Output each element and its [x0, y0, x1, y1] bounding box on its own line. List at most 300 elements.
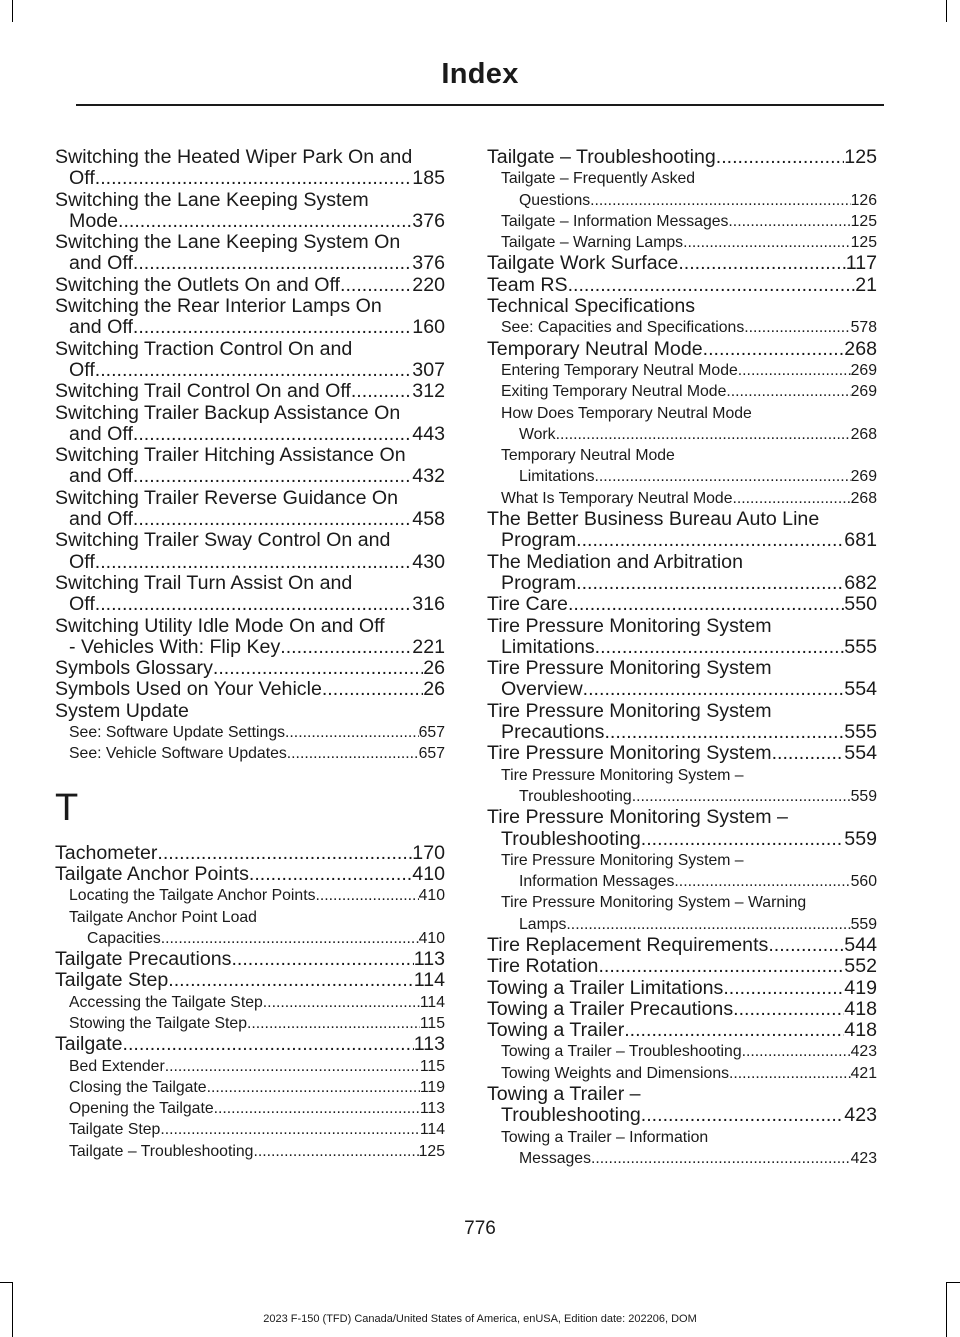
- index-entry[interactable]: [55, 679, 445, 700]
- page-reference[interactable]: 555: [844, 635, 877, 658]
- entry-text: Switching the Lane Keeping System On: [55, 231, 401, 254]
- index-subentry[interactable]: [487, 381, 877, 402]
- entry-text: Switching the Outlets On and Off: [55, 273, 340, 296]
- entry-text: Tailgate Work Surface: [487, 252, 679, 275]
- entry-text: Tire Care: [487, 593, 568, 616]
- index-subentry[interactable]: [487, 765, 877, 808]
- entry-text: and Off: [69, 465, 133, 488]
- entry-text: Lamps: [519, 915, 567, 933]
- section-letter: [55, 765, 445, 829]
- index-subentry[interactable]: [487, 360, 877, 381]
- dot-leader: [322, 679, 423, 700]
- page-reference[interactable]: 544: [844, 933, 877, 956]
- entry-text: Switching the Lane Keeping System: [55, 188, 369, 211]
- dot-leader: [231, 949, 413, 970]
- entry-text: Tire Pressure Monitoring System: [487, 614, 772, 637]
- dot-leader: [133, 253, 412, 274]
- page-reference[interactable]: 554: [844, 742, 877, 765]
- dot-leader: [95, 594, 413, 615]
- page-reference[interactable]: 657: [418, 724, 445, 742]
- index-subentry[interactable]: [55, 1013, 445, 1034]
- entry-text: Switching Utility Idle Mode On and Off: [55, 614, 385, 637]
- page-reference[interactable]: 555: [844, 721, 877, 744]
- page-reference[interactable]: 554: [844, 678, 877, 701]
- index-column-left: [55, 147, 445, 1162]
- dot-leader: [157, 843, 412, 864]
- dot-leader: [624, 1020, 844, 1041]
- page-reference[interactable]: 268: [850, 489, 877, 507]
- dot-leader: [165, 1056, 420, 1077]
- entry-text: Tailgate – Troubleshooting: [487, 146, 716, 168]
- page-reference[interactable]: 560: [850, 873, 877, 891]
- dot-leader: [641, 829, 845, 850]
- dot-leader: [576, 530, 844, 551]
- page-reference[interactable]: 113: [413, 1033, 445, 1056]
- entry-text: Temporary Neutral Mode: [487, 337, 703, 360]
- entry-text: See: Software Update Settings: [69, 724, 286, 742]
- entry-text: Towing a Trailer Precautions: [487, 997, 734, 1020]
- entry-text: Switching Trailer Reverse Guidance On: [55, 486, 399, 509]
- index-entry[interactable]: [55, 616, 445, 659]
- page-reference[interactable]: 559: [850, 787, 877, 805]
- page-reference[interactable]: 423: [844, 1104, 877, 1127]
- index-subentry[interactable]: [487, 1127, 877, 1170]
- entry-text: Tailgate Step: [69, 1121, 161, 1139]
- entry-text: and Off: [69, 252, 133, 275]
- page-reference[interactable]: 376: [412, 252, 445, 275]
- index-entry[interactable]: [55, 843, 445, 864]
- dot-leader: [683, 232, 851, 253]
- dot-leader: [772, 743, 845, 764]
- dot-leader: [168, 970, 413, 991]
- entry-text: Off: [69, 358, 95, 381]
- entry-text: Questions: [519, 191, 591, 209]
- entry-text: How Does Temporary Neutral Mode: [501, 404, 752, 422]
- dot-leader: [285, 722, 419, 743]
- entry-text: Switching Trail Turn Assist On and: [55, 571, 353, 594]
- index-subentry[interactable]: [487, 445, 877, 488]
- page-reference[interactable]: 376: [412, 209, 445, 232]
- index-entry[interactable]: [487, 275, 877, 296]
- page-reference[interactable]: 125: [844, 146, 877, 168]
- crop-mark-bottom-right-h: [947, 1282, 960, 1283]
- page-reference[interactable]: 681: [844, 529, 877, 552]
- dot-leader: [732, 488, 850, 509]
- index-entry[interactable]: [55, 1034, 445, 1055]
- index-entry[interactable]: [55, 403, 445, 446]
- page-reference[interactable]: 268: [844, 337, 877, 360]
- entry-text: See: Capacities and Specifications: [501, 319, 745, 337]
- entry-text: Team RS: [487, 273, 568, 296]
- entry-text: Tire Rotation: [487, 955, 599, 978]
- entry-text: and Off: [69, 422, 133, 445]
- page-reference[interactable]: 125: [418, 1142, 445, 1160]
- page-reference[interactable]: 113: [419, 1100, 445, 1118]
- page-reference[interactable]: 410: [418, 887, 445, 905]
- entry-text: Bed Extender: [69, 1057, 165, 1075]
- index-subentry[interactable]: [487, 1063, 877, 1084]
- dot-leader: [598, 956, 844, 977]
- dot-leader: [247, 1013, 420, 1034]
- crop-mark-bottom-right-v: [946, 1282, 947, 1337]
- page-title: Index: [441, 58, 519, 90]
- index-subentry[interactable]: [487, 317, 877, 338]
- page-reference[interactable]: 119: [419, 1078, 445, 1096]
- entry-text: Towing Weights and Dimensions: [501, 1064, 729, 1082]
- page-reference[interactable]: 26: [423, 657, 445, 680]
- page-reference[interactable]: 550: [844, 593, 877, 616]
- dot-leader: [733, 999, 844, 1020]
- dot-leader: [95, 552, 413, 573]
- page-reference[interactable]: 307: [412, 358, 445, 381]
- index-subentry[interactable]: [487, 232, 877, 253]
- index-subentry[interactable]: [55, 743, 445, 764]
- index-entry[interactable]: [55, 488, 445, 531]
- entry-text: Towing a Trailer –: [487, 1083, 641, 1106]
- entry-text: Stowing the Tailgate Step: [69, 1014, 247, 1032]
- entry-text: - Vehicles With: Flip Key: [69, 635, 281, 658]
- entry-text: Tire Pressure Monitoring System –: [487, 806, 788, 829]
- page-reference[interactable]: 269: [850, 361, 877, 379]
- dot-leader: [738, 360, 851, 381]
- entry-text: The Mediation and Arbitration: [487, 550, 743, 573]
- dot-leader: [556, 424, 851, 445]
- index-subentry[interactable]: [55, 1077, 445, 1098]
- index-subentry[interactable]: [55, 722, 445, 743]
- page-reference[interactable]: 170: [412, 841, 445, 864]
- entry-text: Switching Traction Control On and: [55, 337, 353, 360]
- index-entry[interactable]: [487, 1084, 877, 1127]
- page-reference[interactable]: 423: [850, 1149, 877, 1167]
- index-subentry[interactable]: [55, 992, 445, 1013]
- entry-text: Switching Trailer Hitching Assistance On: [55, 444, 406, 467]
- page-reference[interactable]: 423: [850, 1043, 877, 1061]
- page-reference[interactable]: 682: [844, 571, 877, 594]
- dot-leader: [604, 722, 844, 743]
- page-reference[interactable]: 316: [412, 593, 445, 616]
- section-gap: [55, 823, 445, 843]
- entry-text: Precautions: [501, 721, 605, 744]
- dot-leader: [316, 885, 419, 906]
- entry-text: Tailgate – Troubleshooting: [69, 1142, 254, 1160]
- entry-text: Towing a Trailer Limitations: [487, 976, 724, 999]
- index-entry[interactable]: [55, 864, 445, 885]
- index-entry[interactable]: [55, 970, 445, 991]
- dot-leader: [133, 466, 412, 487]
- entry-text: Tire Pressure Monitoring System –: [501, 766, 744, 784]
- page-reference[interactable]: 113: [413, 948, 445, 971]
- entry-text: Mode: [69, 209, 119, 232]
- index-subentry[interactable]: [55, 907, 445, 950]
- index-entry[interactable]: [487, 594, 877, 615]
- entry-text: Tailgate – Warning Lamps: [501, 234, 684, 252]
- entry-text: What Is Temporary Neutral Mode: [501, 489, 733, 507]
- entry-text: Temporary Neutral Mode: [501, 447, 675, 465]
- index-entry[interactable]: [55, 147, 445, 190]
- dot-leader: [678, 253, 845, 274]
- page-reference[interactable]: 126: [850, 191, 877, 209]
- entry-text: Work: [519, 425, 556, 443]
- entry-text: Switching the Rear Interior Lamps On: [55, 295, 382, 318]
- dot-leader: [742, 1041, 851, 1062]
- page-reference[interactable]: 559: [844, 827, 877, 850]
- page-number: 776: [464, 1218, 496, 1239]
- index-subentry[interactable]: [487, 892, 877, 935]
- entry-text: Program: [501, 571, 577, 594]
- entry-text: Limitations: [501, 635, 595, 658]
- page-reference[interactable]: 418: [844, 1019, 877, 1042]
- dot-leader: [729, 1063, 851, 1084]
- page-reference[interactable]: 657: [418, 745, 445, 763]
- index-entry[interactable]: [487, 807, 877, 850]
- dot-leader: [568, 594, 844, 615]
- page-reference[interactable]: 160: [412, 316, 445, 339]
- entry-text: Capacities: [87, 929, 161, 947]
- entry-text: Towing a Trailer – Troubleshooting: [501, 1043, 742, 1061]
- page-reference[interactable]: 114: [413, 969, 445, 992]
- dot-leader: [249, 864, 412, 885]
- index-entry[interactable]: [487, 1020, 877, 1041]
- dot-leader: [213, 658, 423, 679]
- entry-text: Tailgate – Frequently Asked: [501, 170, 696, 188]
- dot-leader: [590, 190, 851, 211]
- page-reference[interactable]: 410: [412, 862, 445, 885]
- entry-text: Switching Trailer Backup Assistance On: [55, 401, 401, 424]
- page-reference[interactable]: 114: [419, 1121, 445, 1139]
- index-entry[interactable]: [55, 232, 445, 275]
- dot-leader: [674, 871, 850, 892]
- index-entry[interactable]: [487, 743, 877, 764]
- dot-leader: [728, 211, 850, 232]
- page-reference[interactable]: 432: [412, 465, 445, 488]
- dot-leader: [133, 317, 412, 338]
- index-entry[interactable]: [487, 616, 877, 659]
- index-subentry[interactable]: [55, 1098, 445, 1119]
- edition-footer: 2023 F-150 (TFD) Canada/United States of America, enUSA, Edition date: 202206, DOM: [263, 1313, 697, 1325]
- entry-text: Tire Pressure Monitoring System –: [501, 851, 744, 869]
- index-subentry[interactable]: [487, 168, 877, 211]
- dot-leader: [768, 935, 844, 956]
- dot-leader: [723, 978, 844, 999]
- index-entry[interactable]: [487, 658, 877, 701]
- index-entry[interactable]: [487, 935, 877, 956]
- entry-text: Tire Pressure Monitoring System: [487, 699, 772, 722]
- page-reference[interactable]: 21: [855, 273, 877, 296]
- page-reference[interactable]: 418: [844, 997, 877, 1020]
- entry-text: Off: [69, 550, 95, 573]
- index-subentry[interactable]: [55, 885, 445, 906]
- dot-leader: [726, 381, 850, 402]
- crop-mark-bottom-left-h: [0, 1282, 12, 1283]
- entry-text: Troubleshooting: [501, 827, 641, 850]
- page-reference[interactable]: 117: [845, 252, 877, 275]
- page-reference[interactable]: 220: [412, 273, 445, 296]
- entry-text: Accessing the Tailgate Step: [69, 993, 263, 1011]
- index-entry[interactable]: [55, 445, 445, 488]
- dot-leader: [340, 275, 412, 296]
- dot-leader: [95, 168, 413, 189]
- page-reference[interactable]: 185: [412, 167, 445, 190]
- entry-text: Limitations: [519, 468, 595, 486]
- dot-leader: [118, 211, 412, 232]
- dot-leader: [263, 992, 420, 1013]
- entry-text: and Off: [69, 316, 133, 339]
- entry-text: Off: [69, 167, 95, 190]
- entry-text: Closing the Tailgate: [69, 1078, 207, 1096]
- page-reference[interactable]: 125: [850, 234, 877, 252]
- page-reference[interactable]: 115: [419, 1057, 445, 1075]
- index-subentry[interactable]: [55, 1119, 445, 1140]
- dot-leader: [595, 637, 845, 658]
- entry-text: Locating the Tailgate Anchor Points: [69, 887, 316, 905]
- index-entry[interactable]: [55, 381, 445, 402]
- entry-text: Tire Pressure Monitoring System – Warning: [501, 894, 807, 912]
- page-reference[interactable]: 26: [423, 678, 445, 701]
- dot-leader: [207, 1077, 420, 1098]
- entry-text: Tailgate Precautions: [55, 948, 232, 971]
- dot-leader: [133, 509, 412, 530]
- page-reference[interactable]: 559: [850, 915, 877, 933]
- page-reference[interactable]: 269: [850, 468, 877, 486]
- page-reference[interactable]: 419: [844, 976, 877, 999]
- page-reference[interactable]: 410: [418, 929, 445, 947]
- dot-leader: [161, 928, 419, 949]
- dot-leader: [576, 573, 844, 594]
- dot-leader: [160, 1119, 419, 1140]
- index-entry[interactable]: [55, 949, 445, 970]
- index-subentry[interactable]: [487, 488, 877, 509]
- header-rule: [76, 104, 884, 106]
- entry-text: Tire Replacement Requirements: [487, 933, 769, 956]
- index-subentry[interactable]: [55, 1141, 445, 1162]
- dot-leader: [716, 147, 845, 168]
- page-reference[interactable]: 430: [412, 550, 445, 573]
- entry-text: Switching Trail Control On and Off: [55, 380, 351, 403]
- page-reference[interactable]: 458: [412, 508, 445, 531]
- index-entry[interactable]: [487, 956, 877, 977]
- index-entry[interactable]: [487, 999, 877, 1020]
- index-entry[interactable]: [55, 658, 445, 679]
- entry-text: and Off: [69, 508, 133, 531]
- entry-text: Program: [501, 529, 577, 552]
- index-entry[interactable]: [487, 701, 877, 744]
- dot-leader: [641, 1105, 845, 1126]
- page-reference[interactable]: 312: [412, 380, 445, 403]
- dot-leader: [591, 1148, 851, 1169]
- entry-text: Exiting Temporary Neutral Mode: [501, 383, 727, 401]
- index-entry[interactable]: [487, 253, 877, 274]
- entry-text: Towing a Trailer – Information: [501, 1128, 709, 1146]
- index-entry[interactable]: [487, 296, 877, 317]
- crop-mark-top-right-v: [946, 0, 947, 22]
- page-reference[interactable]: 114: [419, 993, 445, 1011]
- page-reference[interactable]: 443: [412, 422, 445, 445]
- dot-leader: [583, 679, 845, 700]
- entry-text: Tailgate Anchor Points: [55, 862, 249, 885]
- page-reference[interactable]: 115: [419, 1014, 445, 1032]
- index-entry[interactable]: [55, 701, 445, 722]
- index-subentry[interactable]: [55, 1056, 445, 1077]
- dot-leader: [595, 466, 851, 487]
- index-entry[interactable]: [55, 296, 445, 339]
- dot-leader: [95, 360, 413, 381]
- entry-text: Tailgate – Information Messages: [501, 212, 729, 230]
- section-letter-text: T: [55, 786, 79, 829]
- index-column-right: [487, 147, 877, 1169]
- index-entry[interactable]: [55, 275, 445, 296]
- index-entry[interactable]: [487, 978, 877, 999]
- index-subentry[interactable]: [487, 211, 877, 232]
- entry-text: Troubleshooting: [501, 1104, 641, 1127]
- dot-leader: [744, 317, 850, 338]
- entry-text: Opening the Tailgate: [69, 1100, 214, 1118]
- index-subentry[interactable]: [487, 850, 877, 893]
- dot-leader: [351, 381, 412, 402]
- entry-text: Tachometer: [55, 841, 158, 864]
- entry-text: Tailgate Step: [55, 969, 169, 992]
- index-entry[interactable]: [487, 147, 877, 168]
- entry-text: Technical Specifications: [487, 295, 696, 318]
- index-subentry[interactable]: [487, 403, 877, 446]
- entry-text: Switching the Heated Wiper Park On and: [55, 146, 413, 168]
- dot-leader: [253, 1141, 418, 1162]
- dot-leader: [280, 637, 412, 658]
- page-reference[interactable]: 552: [844, 955, 877, 978]
- entry-text: Symbols Glossary: [55, 657, 213, 680]
- index-entry[interactable]: [55, 190, 445, 233]
- page-reference[interactable]: 125: [850, 212, 877, 230]
- dot-leader: [287, 743, 419, 764]
- page-reference[interactable]: 578: [850, 319, 877, 337]
- entry-text: Tire Pressure Monitoring System: [487, 742, 772, 765]
- index-subentry[interactable]: [487, 1041, 877, 1062]
- entry-text: Tailgate: [55, 1033, 123, 1056]
- entry-text: System Update: [55, 699, 189, 722]
- dot-leader: [568, 275, 856, 296]
- index-entry[interactable]: [55, 530, 445, 573]
- dot-leader: [566, 914, 850, 935]
- entry-text: Off: [69, 593, 95, 616]
- index-entry[interactable]: [55, 339, 445, 382]
- entry-text: Troubleshooting: [519, 787, 632, 805]
- page-reference[interactable]: 221: [412, 635, 445, 658]
- entry-text: Tailgate Anchor Point Load: [69, 908, 257, 926]
- index-entry[interactable]: [487, 552, 877, 595]
- dot-leader: [123, 1034, 414, 1055]
- entry-text: Entering Temporary Neutral Mode: [501, 361, 738, 379]
- page-reference[interactable]: 421: [850, 1064, 877, 1082]
- index-entry[interactable]: [487, 339, 877, 360]
- dot-leader: [632, 786, 851, 807]
- crop-mark-bottom-left-v: [12, 1282, 13, 1337]
- entry-text: The Better Business Bureau Auto Line: [487, 508, 820, 531]
- entry-text: Overview: [501, 678, 583, 701]
- entry-text: See: Vehicle Software Updates: [69, 745, 287, 763]
- dot-leader: [133, 424, 412, 445]
- entry-text: Symbols Used on Your Vehicle: [55, 678, 322, 701]
- entry-text: Towing a Trailer: [487, 1019, 625, 1042]
- index-entry[interactable]: [487, 509, 877, 552]
- entry-text: Tire Pressure Monitoring System: [487, 657, 772, 680]
- entry-text: Information Messages: [519, 873, 675, 891]
- dot-leader: [703, 339, 845, 360]
- index-entry[interactable]: [55, 573, 445, 616]
- entry-text: Switching Trailer Sway Control On and: [55, 529, 391, 552]
- crop-mark-top-left-v: [12, 0, 13, 22]
- dot-leader: [214, 1098, 420, 1119]
- page-reference[interactable]: 269: [850, 383, 877, 401]
- page-reference[interactable]: 268: [850, 425, 877, 443]
